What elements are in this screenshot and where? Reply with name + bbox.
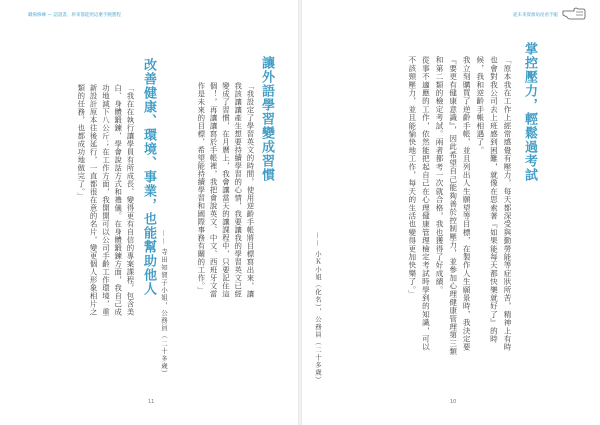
right-paragraph-3: 從事不適應的工作，依然能把起自己在心理健康管理檢定考試時學到的知識，可以不該頸壓力，並且能愉快地工作，每天的生活也變得更加快樂了。」 bbox=[407, 56, 431, 352]
left-page-quote-1 bbox=[170, 82, 256, 300]
book-gutter bbox=[298, 0, 302, 425]
running-header-left: 職場修練 — 認證書，原來都能照這麼手腕寶程 bbox=[28, 13, 121, 18]
right-signature-text: 小Ｋ小姐（化名），公務員（二十多歲） bbox=[314, 250, 322, 385]
hand-pointer-icon bbox=[562, 6, 586, 20]
left-page-heading-1: 讓外語學習變成習慣 bbox=[259, 56, 274, 182]
left-page-signature-1: —— 寺田知賀子小姐，公務員（二十多歲） bbox=[160, 230, 168, 378]
right-paragraph-1: 「原本我在工作上經常感覺有壓力，每天都深受與勤勞能等症狀所苦，精神上有時也會對我公司去上班感到困難，就像在思索著『如果能每天都快樂就好了』的時候，我和逆齡手帳相遇了。 bbox=[475, 56, 512, 352]
page-number-right: 10 bbox=[450, 399, 457, 405]
left-page-quote-2 bbox=[50, 84, 136, 319]
left-quote-1-text: 「我設定了學習英文的時間，使用逆齡手帳將目標寫出來，讓我該讓讓產生想要持續學習的心情，我要讓我的學習英文已經變成了習慣，在月曆上，我會讓當天的讓課程中，只要記住這個！，再讓讓寫於手帳裡，我把會說英文、中文、西班牙文當作是未來的目標，希望能持續學習和國際事務有關的工作。」 bbox=[196, 82, 255, 298]
left-quote-2-text: 「我在在執行讓學員有所成長、變得更有自信的專案課程，包含美白、身體鍛鍊，學會說話方式和禮儀。在身體鍛鍊方面，我自己成功地減下八公斤；在工作方面，我開開可以公司手齡工作環境，重新設計原本往後延行，一直都很在意的名片，變更個人形象相片之類的任務，也都成功地做完了。」 bbox=[76, 84, 135, 316]
left-signature-1-text: 寺田知賀子小姐，公務員（二十多歲） bbox=[160, 248, 168, 378]
running-header-right: 從未來資源角度看手帳 bbox=[513, 13, 558, 18]
right-page-heading: 掌控壓力，輕鬆過考試 bbox=[522, 42, 537, 182]
right-page-body bbox=[336, 56, 514, 356]
right-page-signature: —— 小Ｋ小姐（化名），公務員（二十多歲） bbox=[314, 232, 322, 385]
left-page-heading-2: 改善健康、環境、事業，也能幫助他人 bbox=[141, 58, 156, 296]
right-paragraph-2: 我立刻購買了逆齡手帳，並且列出人生願望等目標，在製作人生願景時，我決定要『要更有健康意識』，因此希望自己能夠善於控制壓力，並參加心理健康管理第三類和第二類的檢定考試。兩者都考一次就合格，我也獲得了好成績。 bbox=[435, 56, 472, 356]
page-number-left: 11 bbox=[148, 399, 155, 405]
